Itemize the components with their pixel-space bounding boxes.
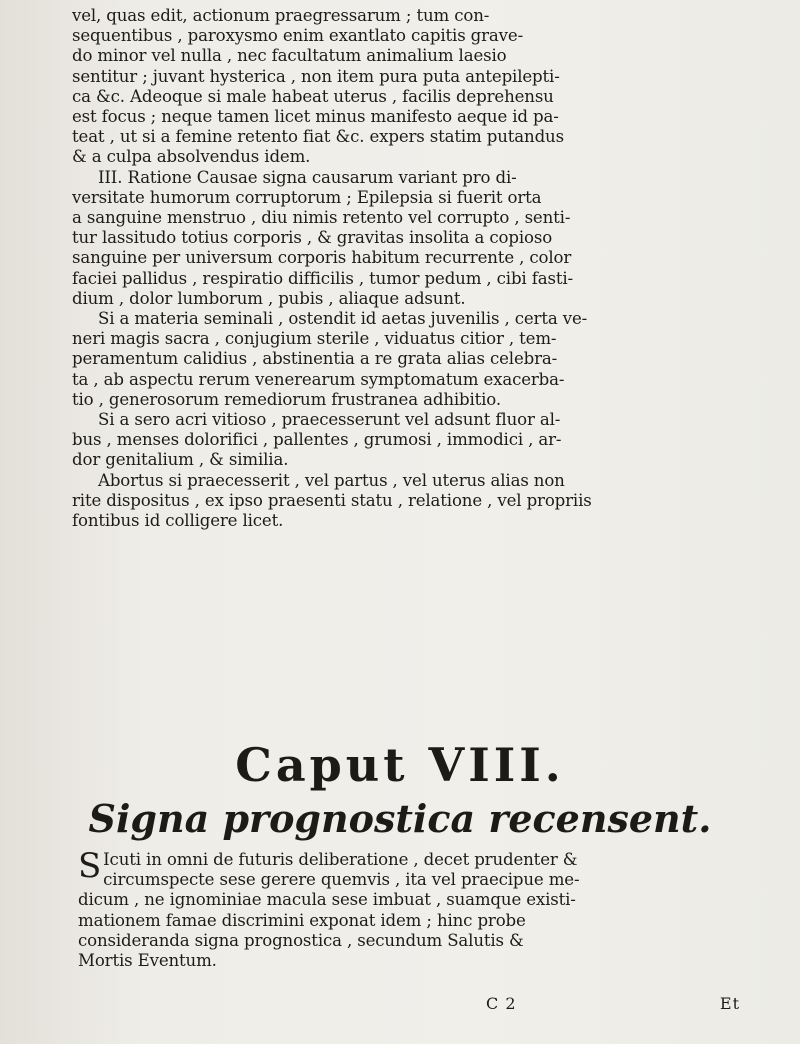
paragraph <box>72 471 744 532</box>
text-line: ca &c. Adeoque si male habeat uterus , facilis deprehensu <box>72 86 554 106</box>
text-line: Abortus si praecesserit , vel partus , vel uterus alias non <box>98 470 565 490</box>
text-line: peramentum calidius , abstinentia a re grata alias celebra- <box>72 349 558 369</box>
text-line: circumspecte sese gerere quemvis , ita vel praecipue me- <box>103 870 580 890</box>
text-line: & a culpa absolvendus idem. <box>72 147 311 167</box>
paragraph <box>72 168 744 309</box>
paragraph <box>72 6 744 168</box>
text-line: fontibus id colligere licet. <box>72 511 284 531</box>
text-line: sequentibus , paroxysmo enim exantlato capitis grave- <box>72 26 524 46</box>
text-line: faciei pallidus , respiratio difficilis , tumor pedum , cibi fasti- <box>72 268 573 288</box>
signature-mark: C 2 <box>486 994 517 1013</box>
catchword: Et <box>719 994 740 1013</box>
text-line: neri magis sacra , conjugium sterile , viduatus citior , tem- <box>72 329 557 349</box>
text-line: tio , generosorum remediorum frustranea adhibitio. <box>72 389 501 409</box>
text-line: do minor vel nulla , nec facultatum animalium laesio <box>72 46 507 66</box>
text-line: dium , dolor lumborum , pubis , aliaque adsunt. <box>72 288 466 308</box>
drop-cap: S <box>78 846 102 886</box>
text-line: Mortis Eventum. <box>78 951 217 971</box>
text-line: bus , menses dolorifici , pallentes , grumosi , immodici , ar- <box>72 430 562 450</box>
text-line: sentitur ; juvant hysterica , non item pura puta antepilepti- <box>72 66 560 86</box>
text-line: mationem famae discrimini exponat idem ; hinc probe <box>78 910 526 930</box>
text-line: Icuti in omni de futuris deliberatione , decet prudenter & <box>103 850 578 869</box>
text-line: tur lassitudo totius corporis , & gravitas insolita a copioso <box>72 228 553 248</box>
text-line: teat , ut si a femine retento fiat &c. expers statim putandus <box>72 127 564 147</box>
body-text <box>72 6 744 531</box>
text-line: dicum , ne ignominiae macula sese imbuat , suamque existi- <box>78 890 576 910</box>
text-line: dor genitalium , & similia. <box>72 450 289 470</box>
text-line: sanguine per universum corporis habitum recurrente , color <box>72 248 572 268</box>
text-line: rite dispositus , ex ipso praesenti statu , relatione , vel propriis <box>72 490 592 510</box>
text-line: III. Ratione Causae signa causarum variant pro di- <box>98 167 517 187</box>
paragraph <box>72 410 744 471</box>
text-line: Si a sero acri vitioso , praecesserunt vel adsunt fluor al- <box>98 410 561 430</box>
text-line: vel, quas edit, actionum praegressarum ; tum con- <box>72 6 490 25</box>
text-line: Si a materia seminali , ostendit id aetas juvenilis , certa ve- <box>98 309 588 329</box>
text-line: est focus ; neque tamen licet minus manifesto aeque id pa- <box>72 107 559 127</box>
chapter-subheading: Signa prognostica recensent. <box>88 796 712 841</box>
text-line: ta , ab aspectu rerum venerearum symptomatum exacerba- <box>72 369 565 389</box>
paragraph <box>72 309 744 410</box>
text-line: consideranda signa prognostica , secundum Salutis & <box>78 930 524 950</box>
text-line: a sanguine menstruo , diu nimis retento vel corrupto , senti- <box>72 208 571 228</box>
text-line: versitate humorum corruptorum ; Epilepsia si fuerit orta <box>72 187 542 207</box>
chapter-heading: Caput VIII. <box>235 738 565 792</box>
chapter-text <box>78 846 744 971</box>
